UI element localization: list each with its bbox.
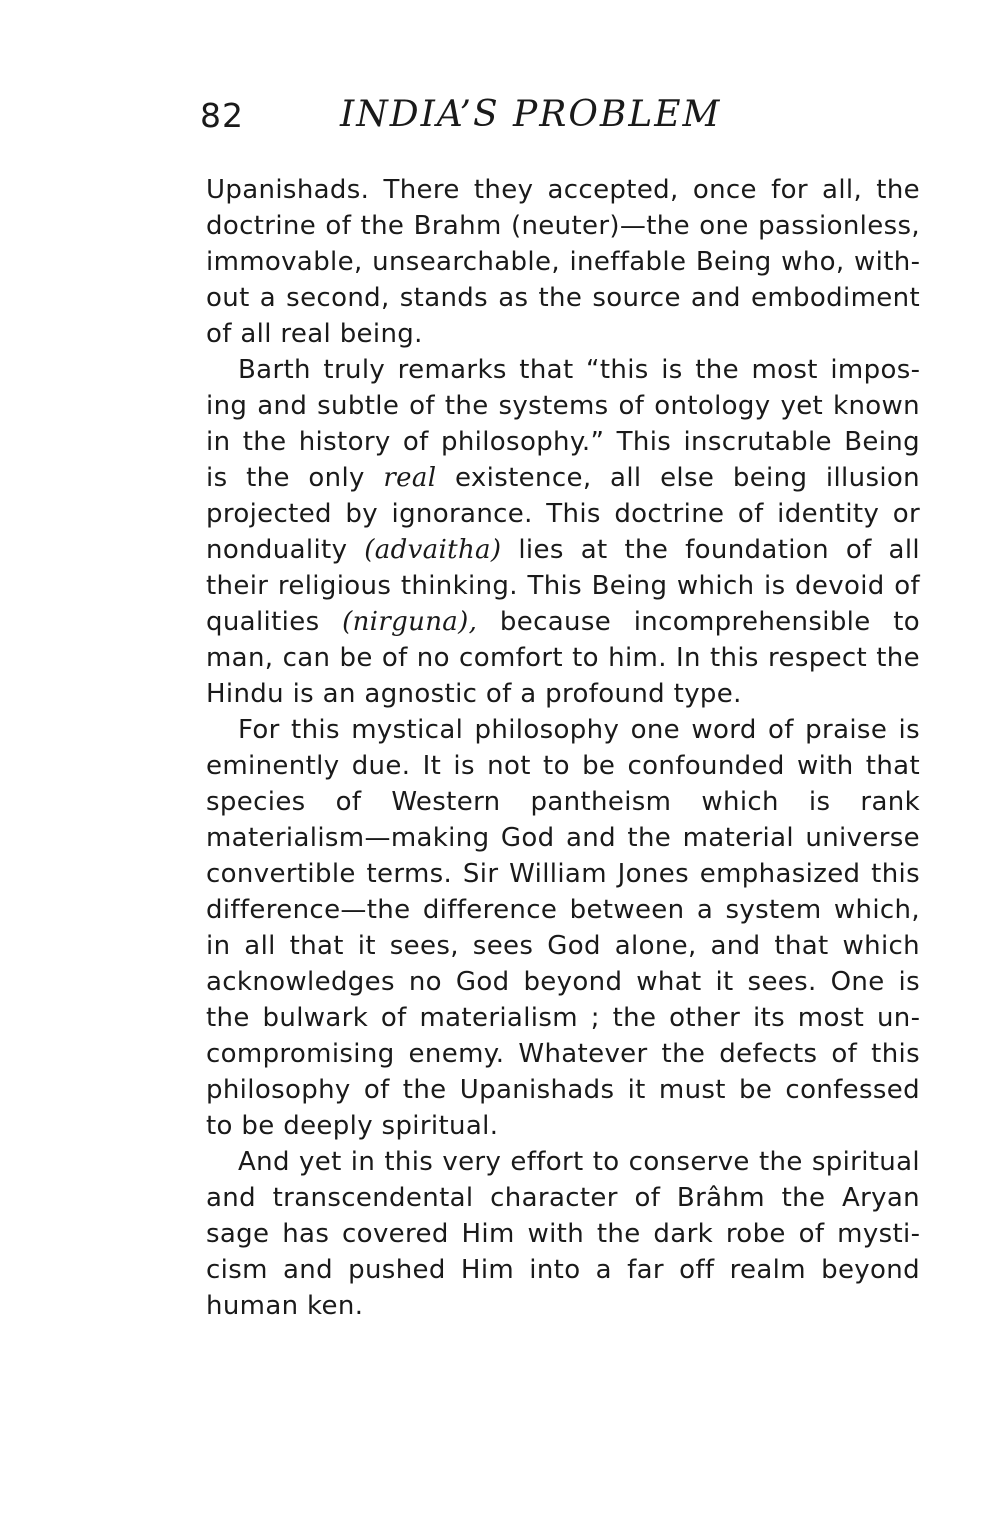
text-run: For this mystical philosophy one word of praise is eminently due. It is not to be confounded with that species of Western pantheism which is rank materialism—making God and the material universe convertible terms. Sir William Jones emphasized this difference—the difference between a system which, in all that it sees, sees God alone, and that which acknowledges no God beyond what it sees. One is the bulwark of materialism ; the other its most uncompromising enemy. Whatever the defects of this philosophy of the Upanishads it must be confessed to be deeply spiritual. bbox=[206, 715, 920, 1141]
italic-term-nirguna: (nirguna), bbox=[342, 607, 478, 637]
running-title: INDIA’S PROBLEM bbox=[340, 94, 722, 135]
italic-term-advaitha: (advaitha) bbox=[364, 535, 502, 565]
running-head bbox=[200, 96, 800, 144]
text-run: And yet in this very effort to conserve the spiritual and transcendental character of Brâhm the Aryan sage has covered Him with the dark robe of mysticism and pushed Him into a far off realm beyond human ken. bbox=[206, 1147, 920, 1321]
text-run: because incomprehensible to man, can be of no comfort to him. In this respect the Hindu is an agnostic of a profound type. bbox=[206, 607, 920, 709]
italic-term-real: real bbox=[383, 463, 437, 493]
text-run: Upanishads. There they accepted, once for all, the doctrine of the Brahm (neuter)—the one passionless, immovable, unsearchable, ineffable Being who, without a second, stands as the source and embodiment of all real being. bbox=[206, 175, 920, 349]
paragraph-1 bbox=[206, 172, 920, 352]
text-run: existence, all else being illusion projected by ignorance. This doctrine of identity or nonduality bbox=[206, 463, 920, 565]
page-number: 82 bbox=[200, 96, 244, 135]
paragraph-2 bbox=[206, 352, 920, 712]
paragraph-4 bbox=[206, 1144, 920, 1324]
body-text bbox=[206, 172, 920, 1324]
text-run: Barth truly remarks that “this is the most imposing and subtle of the systems of ontology yet known in the history of philosophy.” This inscrutable Being is the only bbox=[206, 355, 920, 493]
text-run: lies at the foundation of all their religious thinking. This Being which is devoid of qualities bbox=[206, 535, 920, 637]
paragraph-3 bbox=[206, 712, 920, 1144]
